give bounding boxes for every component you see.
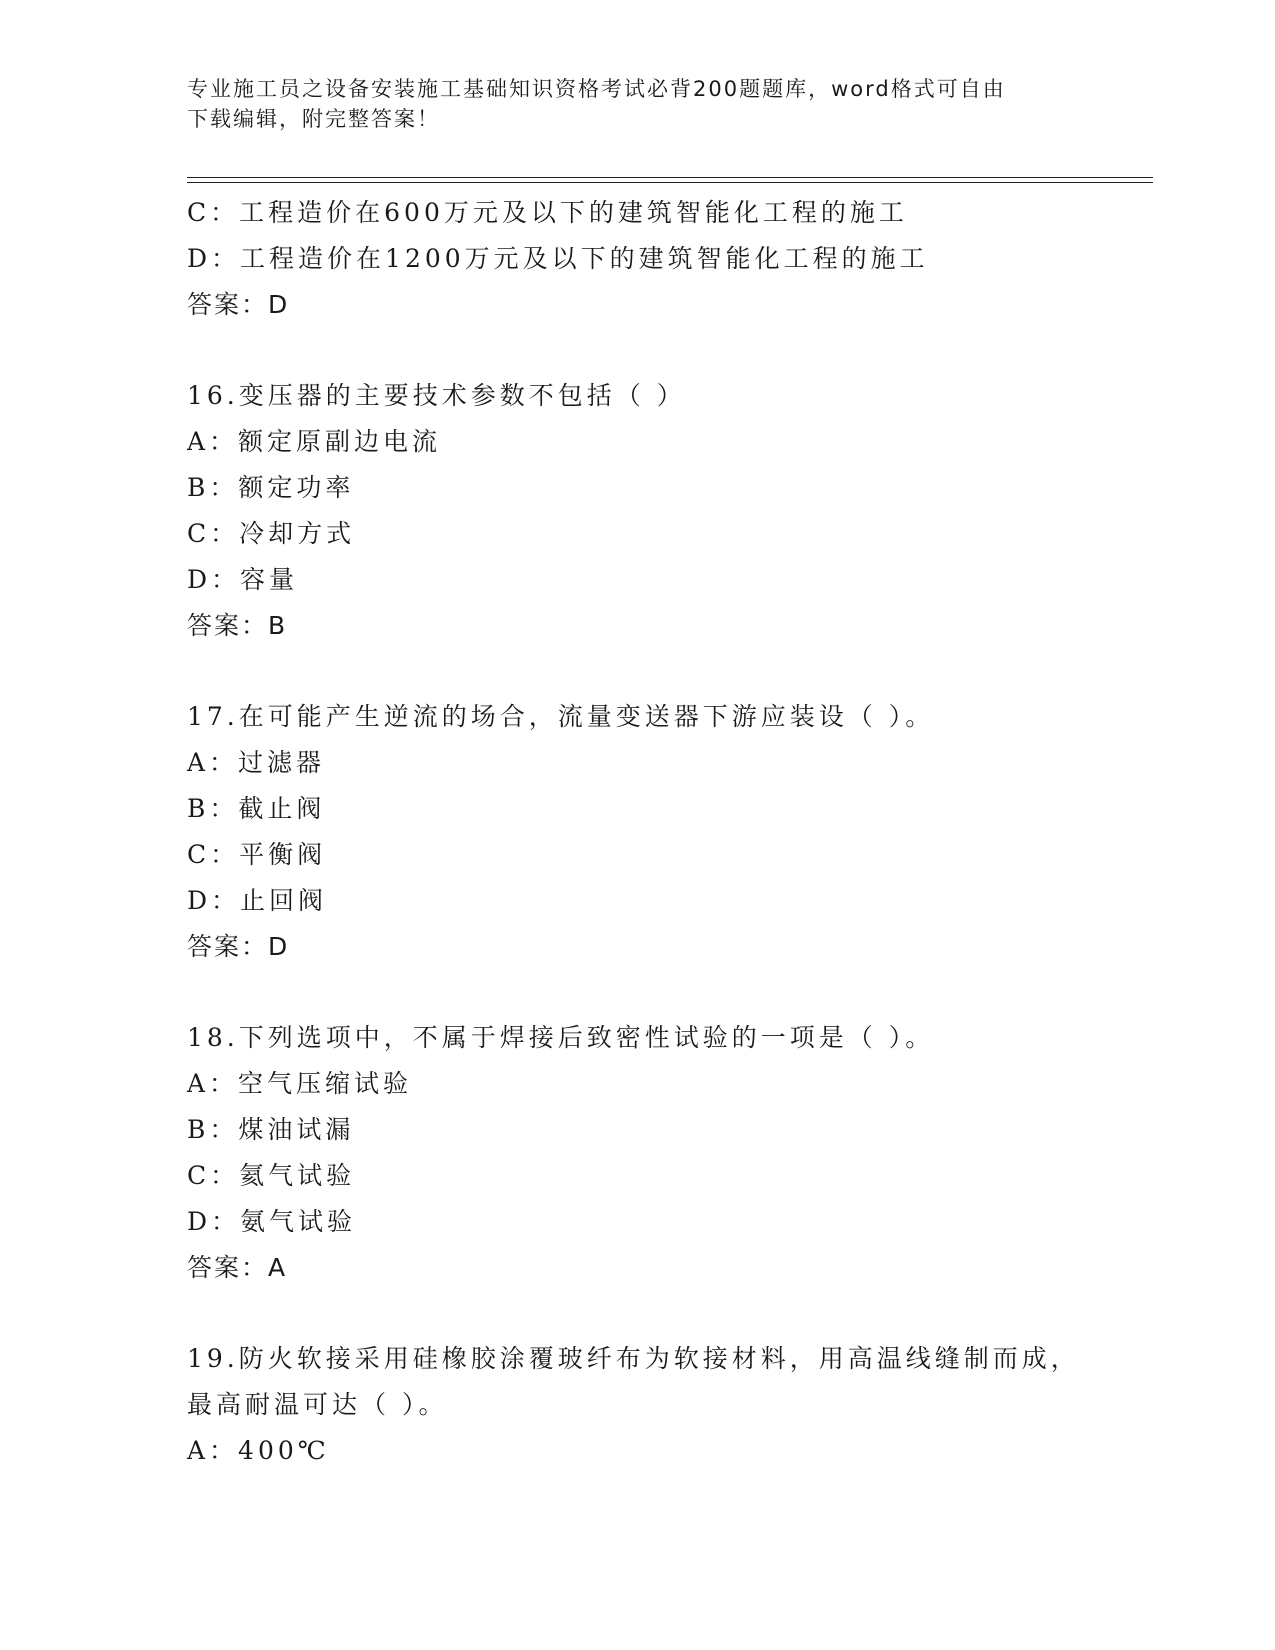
spacer — [187, 1291, 1153, 1336]
spacer — [187, 970, 1153, 1015]
header-divider-top — [187, 177, 1153, 178]
question-16 — [187, 373, 1153, 649]
q17-option-a: A：过滤器 — [187, 748, 326, 777]
question-15-continued — [187, 190, 1153, 328]
q17-option-c: C：平衡阀 — [187, 840, 327, 869]
q17-question: 17.在可能产生逆流的场合，流量变送器下游应装设（ ）。 — [187, 702, 935, 731]
document-header — [187, 74, 1087, 134]
q15-option-c: C：工程造价在600万元及以下的建筑智能化工程的施工 — [187, 198, 908, 227]
q17-option-b: B：截止阀 — [187, 794, 326, 823]
q17-option-d: D：止回阀 — [187, 886, 328, 915]
q16-option-b: B：额定功率 — [187, 473, 355, 502]
q16-question: 16.变压器的主要技术参数不包括（ ） — [187, 381, 686, 410]
question-17 — [187, 694, 1153, 970]
q18-question: 18.下列选项中，不属于焊接后致密性试验的一项是（ ）。 — [187, 1023, 935, 1052]
question-18 — [187, 1015, 1153, 1291]
q17-answer: 答案：D — [187, 932, 290, 961]
q18-answer: 答案：A — [187, 1253, 288, 1282]
q18-option-d: D：氨气试验 — [187, 1207, 357, 1236]
header-line-2: 下载编辑，附完整答案！ — [187, 107, 440, 131]
q16-option-d: D：容量 — [187, 565, 299, 594]
q15-answer: 答案：D — [187, 290, 290, 319]
spacer — [187, 328, 1153, 373]
q16-option-a: A：额定原副边电流 — [187, 427, 442, 456]
q19-question-line-2: 最高耐温可达（ ）。 — [187, 1390, 448, 1419]
spacer — [187, 649, 1153, 694]
q16-option-c: C：冷却方式 — [187, 519, 356, 548]
question-19 — [187, 1336, 1153, 1474]
header-divider-bottom — [187, 182, 1153, 183]
q18-option-c: C：氦气试验 — [187, 1161, 356, 1190]
q16-answer: 答案：B — [187, 611, 288, 640]
q15-option-d: D：工程造价在1200万元及以下的建筑智能化工程的施工 — [187, 244, 929, 273]
q19-option-a: A：400℃ — [187, 1436, 330, 1465]
q18-option-a: A：空气压缩试验 — [187, 1069, 413, 1098]
q19-question-line-1: 19.防火软接采用硅橡胶涂覆玻纤布为软接材料，用高温线缝制而成， — [187, 1344, 1080, 1373]
header-line-1: 专业施工员之设备安装施工基础知识资格考试必背200题题库，word格式可自由 — [187, 77, 1006, 101]
question-list — [187, 190, 1153, 1474]
q18-option-b: B：煤油试漏 — [187, 1115, 355, 1144]
